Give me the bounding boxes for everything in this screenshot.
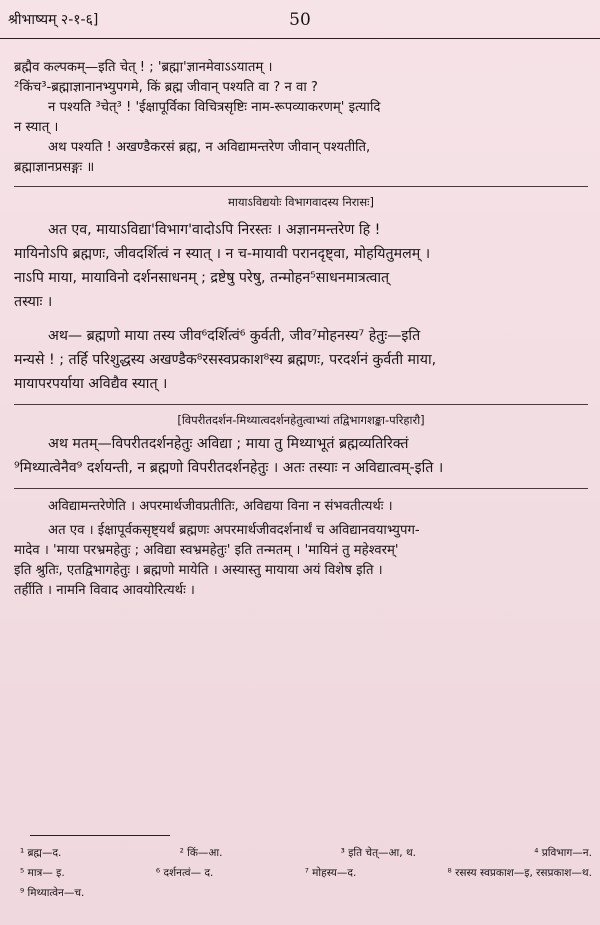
footnote: ⁶ दर्शनत्वं— द. xyxy=(155,867,214,879)
text-line: अथ मतम्—विपरीतदर्शनहेतुः अविद्या ; माया तु मिथ्याभूतं ब्रह्मव्यतिरिक्तं xyxy=(48,436,409,452)
page-number: 50 xyxy=(289,10,311,30)
text-line: ²किंच³-ब्रह्माज्ञानानभ्युपगमे, किं ब्रह्म जीवान् पश्यति वा ? न वा ? xyxy=(14,80,318,95)
section-heading: [विपरीतदर्शन-मिथ्यात्वदर्शनहेतुत्वाभ्यां तद्विभागशङ्का-परिहारौ] xyxy=(177,413,425,427)
commentary-line: अविद्यामन्तरेणेति । अपरमार्थजीवप्रतीतिः, अविद्यया विना न संभवतीत्यर्थः । xyxy=(48,499,393,514)
footnote: ² किं—आ. xyxy=(179,847,223,859)
footnote: ⁴ प्रविभाग—न. xyxy=(534,847,592,859)
text-line: मन्यसे ! ; तर्हि परिशुद्धस्य अखण्डैक⁸रसस्वप्रकाश⁸स्य ब्रह्मणः, परदर्शनं कुर्वती माया, xyxy=(14,352,437,368)
header-rule xyxy=(0,38,600,39)
text-line: न पश्यति ³चेत्³ ! 'ईक्षापूर्विका विचित्रसृष्टिः नाम-रूपव्याकरणम्' इत्यादि xyxy=(48,100,381,115)
text-line: तस्याः । xyxy=(14,294,53,310)
text-line: न स्यात् । xyxy=(14,120,59,135)
section-heading: मायाऽविद्ययोः विभागवादस्य निरासः] xyxy=(228,195,374,209)
section-divider xyxy=(14,404,588,405)
text-line: अत एव, मायाऽविद्या'विभाग'वादोऽपि निरस्तः । अज्ञानमन्तरेण हि ! xyxy=(48,222,381,238)
text-line: मायापरपर्याया अविद्यैव स्यात् । xyxy=(14,376,168,392)
commentary-divider xyxy=(14,488,588,489)
page-body xyxy=(14,58,588,601)
footnote: ³ इति चेत्—आ, थ. xyxy=(340,847,417,859)
running-title: श्रीभाष्यम् २-१-६] xyxy=(8,12,99,28)
text-line: ब्रह्मैव कल्पकम्—इति चेत् ! ; 'ब्रह्मा'ज्ञानमेवाऽऽयातम् । xyxy=(14,60,273,75)
text-line: नाऽपि माया, मायाविनो दर्शनसाधनम् ; द्रष्टेषु परेषु, तन्मोहन⁵साधनमात्रत्वात् xyxy=(14,270,390,286)
footnote-rule xyxy=(30,835,170,836)
text-line: ब्रह्माज्ञानप्रसङ्गः ॥ xyxy=(14,160,95,175)
text-line: मायिनोऽपि ब्रह्मणः, जीवदर्शित्वं न स्यात् । न च-मायावी परानदृष्ट्वा, मोहयितुमलम् । xyxy=(14,246,431,262)
page-header xyxy=(8,10,592,40)
footnote: ⁵ मात्र— इ. xyxy=(20,867,65,879)
commentary-line: इति श्रुतिः, एतद्विभागहेतुः । ब्रह्मणो मायेति । अस्यास्तु मायाया अयं विशेष इति । xyxy=(14,563,383,578)
commentary-line: तर्हीति । नामनि विवाद आवयोरित्यर्थः । xyxy=(14,583,195,598)
section-divider xyxy=(14,186,588,187)
footnote: ⁸ रसस्य स्वप्रकाश—इ, रसप्रकाश—थ. xyxy=(447,867,592,879)
text-line: अथ— ब्रह्मणो माया तस्य जीव⁶दर्शित्वं⁶ कुर्वती, जीव⁷मोहनस्य⁷ हेतुः—इति xyxy=(48,328,421,344)
commentary-line: मादेव । 'माया परभ्रमहेतुः ; अविद्या स्वभ्रमहेतुः' इति तन्मतम् । 'मायिनं तु महेश्वरम्' xyxy=(14,543,399,558)
commentary-line: अत एव । ईक्षापूर्वकसृष्ट्यर्थं ब्रह्मणः अपरमार्थजीवदर्शनार्थं च अविद्यानवयाभ्युपग- xyxy=(48,523,420,538)
footnotes xyxy=(20,843,592,903)
text-line: अथ पश्यति ! अखण्डैकरसं ब्रह्म, न अविद्यामन्तरेण जीवान् पश्यतीति, xyxy=(48,140,371,155)
text-line: ⁹मिथ्यात्वेनैव⁹ दर्शयन्ती, न ब्रह्मणो विपरीतदर्शनहेतुः । अतः तस्याः न अविद्यात्वम्-इति । xyxy=(14,460,444,476)
footnote: ⁹ मिथ्यात्वेन—च. xyxy=(20,887,85,899)
footnote: ¹ ब्रह्म—द. xyxy=(20,847,62,859)
footnote: ⁷ मोहस्य—द. xyxy=(304,867,357,879)
